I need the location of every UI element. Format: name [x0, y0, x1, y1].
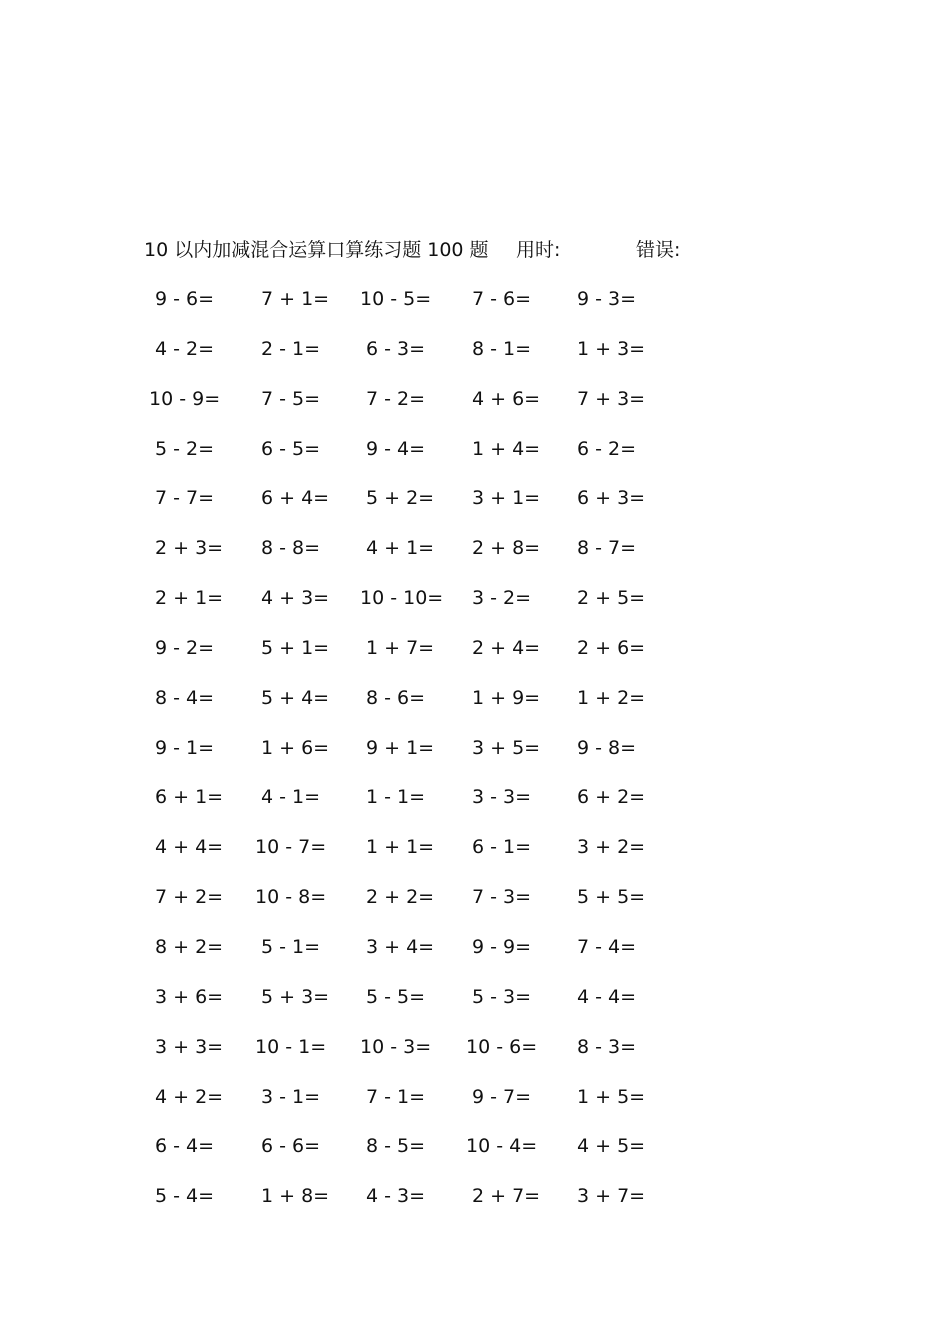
problem-item: 3 + 2=	[577, 836, 646, 859]
problem-item: 3 + 6=	[155, 985, 224, 1008]
problem-row	[0, 1182, 950, 1232]
problem-row	[0, 385, 950, 435]
problem-item: 1 + 2=	[577, 686, 646, 709]
problem-item: 9 - 4=	[366, 437, 426, 460]
problem-row	[0, 435, 950, 485]
problem-item: 2 + 7=	[472, 1185, 541, 1208]
problem-item: 1 + 8=	[261, 1185, 330, 1208]
problem-item: 5 - 5=	[366, 985, 426, 1008]
problem-item: 9 + 1=	[366, 736, 435, 759]
problem-item: 9 - 2=	[155, 636, 215, 659]
problem-item: 4 + 2=	[155, 1085, 224, 1108]
problem-item: 7 - 5=	[261, 387, 321, 410]
problem-item: 8 - 4=	[155, 686, 215, 709]
problem-item: 3 + 1=	[472, 487, 541, 510]
problem-item: 2 + 2=	[366, 886, 435, 909]
problem-item: 2 - 1=	[261, 337, 321, 360]
problem-row	[0, 335, 950, 385]
problem-row	[0, 883, 950, 933]
problem-item: 4 - 1=	[261, 786, 321, 809]
problem-item: 9 - 9=	[472, 935, 532, 958]
problem-row	[0, 983, 950, 1033]
problem-item: 8 - 3=	[577, 1035, 637, 1058]
problem-item: 8 - 8=	[261, 537, 321, 560]
problem-item: 7 + 2=	[155, 886, 224, 909]
problem-item: 7 - 3=	[472, 886, 532, 909]
problem-item: 10 - 4=	[466, 1135, 538, 1158]
problem-item: 4 - 3=	[366, 1185, 426, 1208]
problem-item: 1 + 6=	[261, 736, 330, 759]
problem-item: 2 + 3=	[155, 537, 224, 560]
problem-item: 2 + 6=	[577, 636, 646, 659]
problem-item: 9 - 3=	[577, 288, 637, 310]
problem-item: 2 + 1=	[155, 587, 224, 610]
problem-item: 1 - 1=	[366, 786, 426, 809]
problem-item: 6 - 1=	[472, 836, 532, 859]
worksheet-header	[144, 236, 744, 264]
problem-item: 10 - 10=	[360, 587, 444, 610]
problem-item: 3 - 3=	[472, 786, 532, 809]
problem-item: 8 - 6=	[366, 686, 426, 709]
problem-item: 2 + 8=	[472, 537, 541, 560]
problem-item: 10 - 3=	[360, 1035, 432, 1058]
problem-item: 7 + 1=	[261, 288, 330, 310]
problem-row	[0, 933, 950, 983]
problem-item: 6 - 5=	[261, 437, 321, 460]
problem-row	[0, 534, 950, 584]
problem-item: 8 - 1=	[472, 337, 532, 360]
problem-row	[0, 833, 950, 883]
problem-item: 4 + 5=	[577, 1135, 646, 1158]
problem-item: 3 + 3=	[155, 1035, 224, 1058]
problem-item: 4 + 6=	[472, 387, 541, 410]
problem-item: 5 - 2=	[155, 437, 215, 460]
problem-item: 7 - 7=	[155, 487, 215, 510]
problem-item: 6 + 2=	[577, 786, 646, 809]
problem-item: 4 - 4=	[577, 985, 637, 1008]
problem-item: 9 - 1=	[155, 736, 215, 759]
problem-item: 7 - 4=	[577, 935, 637, 958]
problem-row	[0, 634, 950, 684]
problem-item: 9 - 8=	[577, 736, 637, 759]
worksheet-title: 10 以内加减混合运算口算练习题 100 题	[144, 239, 489, 261]
problem-item: 6 - 4=	[155, 1135, 215, 1158]
problem-item: 6 - 3=	[366, 337, 426, 360]
problem-item: 4 + 4=	[155, 836, 224, 859]
errors-label: 错误:	[636, 239, 681, 261]
problem-item: 1 + 1=	[366, 836, 435, 859]
problem-row	[0, 1132, 950, 1182]
problem-item: 10 - 6=	[466, 1035, 538, 1058]
problem-item: 7 + 3=	[577, 387, 646, 410]
problem-row	[0, 1083, 950, 1133]
problem-item: 3 + 4=	[366, 935, 435, 958]
problem-item: 6 + 4=	[261, 487, 330, 510]
problem-item: 5 - 1=	[261, 935, 321, 958]
problem-item: 3 - 2=	[472, 587, 532, 610]
problem-item: 6 - 2=	[577, 437, 637, 460]
problem-item: 9 - 7=	[472, 1085, 532, 1108]
problem-item: 2 + 5=	[577, 587, 646, 610]
problem-item: 7 - 2=	[366, 387, 426, 410]
problem-row	[0, 285, 950, 335]
problem-item: 1 + 7=	[366, 636, 435, 659]
problem-item: 8 - 5=	[366, 1135, 426, 1158]
problem-item: 1 + 3=	[577, 337, 646, 360]
problem-item: 10 - 9=	[149, 387, 221, 410]
problem-row	[0, 684, 950, 734]
problem-item: 2 + 4=	[472, 636, 541, 659]
problem-item: 10 - 1=	[255, 1035, 327, 1058]
problem-row	[0, 584, 950, 634]
problem-item: 1 + 4=	[472, 437, 541, 460]
problem-item: 6 + 3=	[577, 487, 646, 510]
problem-item: 1 + 9=	[472, 686, 541, 709]
problem-item: 4 - 2=	[155, 337, 215, 360]
problem-item: 5 + 1=	[261, 636, 330, 659]
problem-grid	[0, 285, 950, 1232]
problem-item: 5 - 3=	[472, 985, 532, 1008]
problem-item: 3 - 1=	[261, 1085, 321, 1108]
problem-item: 3 + 5=	[472, 736, 541, 759]
problem-item: 8 + 2=	[155, 935, 224, 958]
problem-item: 5 + 5=	[577, 886, 646, 909]
problem-item: 10 - 5=	[360, 288, 432, 310]
problem-item: 4 + 3=	[261, 587, 330, 610]
problem-row	[0, 484, 950, 534]
problem-item: 5 - 4=	[155, 1185, 215, 1208]
problem-item: 5 + 3=	[261, 985, 330, 1008]
problem-item: 8 - 7=	[577, 537, 637, 560]
problem-item: 6 - 6=	[261, 1135, 321, 1158]
problem-item: 1 + 5=	[577, 1085, 646, 1108]
problem-item: 6 + 1=	[155, 786, 224, 809]
problem-item: 7 - 6=	[472, 288, 532, 310]
problem-item: 3 + 7=	[577, 1185, 646, 1208]
problem-row	[0, 783, 950, 833]
problem-item: 4 + 1=	[366, 537, 435, 560]
problem-item: 7 - 1=	[366, 1085, 426, 1108]
problem-row	[0, 1033, 950, 1083]
time-used-label: 用时:	[516, 239, 561, 261]
problem-item: 5 + 2=	[366, 487, 435, 510]
problem-item: 10 - 8=	[255, 886, 327, 909]
problem-item: 5 + 4=	[261, 686, 330, 709]
problem-row	[0, 734, 950, 784]
problem-item: 9 - 6=	[155, 288, 215, 310]
problem-item: 10 - 7=	[255, 836, 327, 859]
